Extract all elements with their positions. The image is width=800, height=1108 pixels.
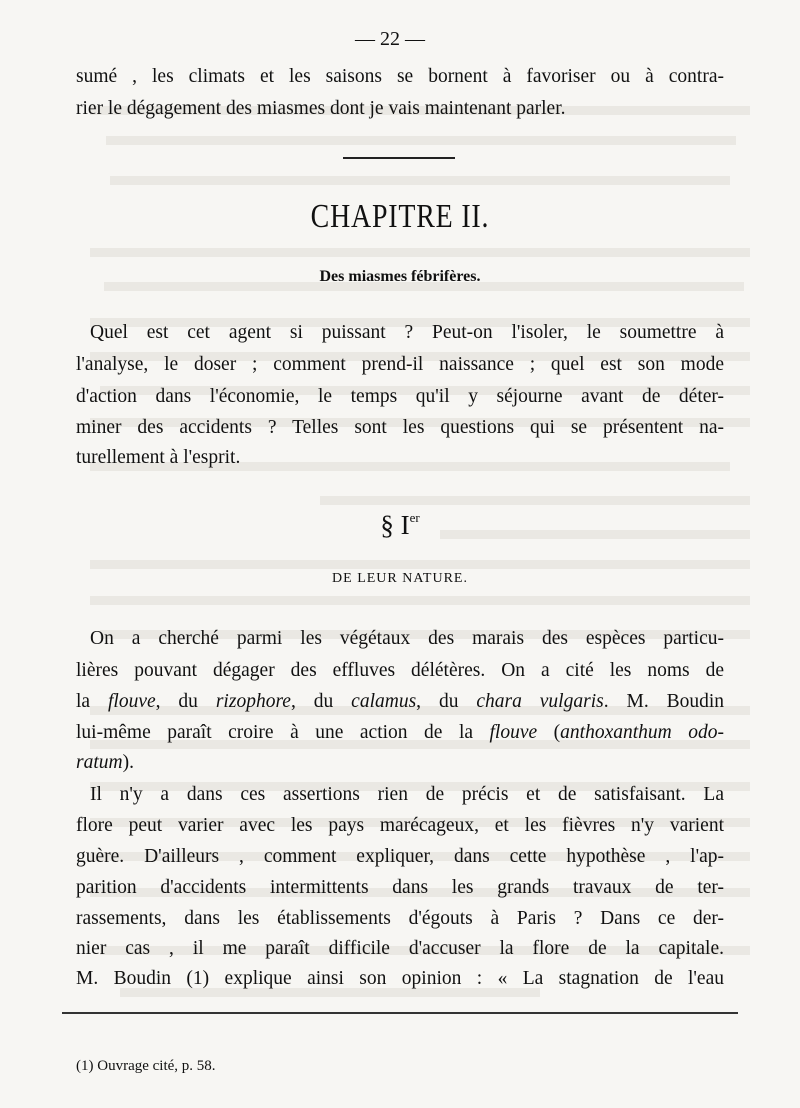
text-run: ).	[122, 752, 134, 773]
italic-term: calamus	[351, 691, 417, 712]
text-line: turellement à l'esprit.	[76, 447, 241, 468]
text-line: Quel est cet agent si puissant ? Peut-on l'isoler, le soumettre à	[90, 322, 724, 343]
text-line: l'analyse, le doser ; comment prend-il naissance ; quel est son mode	[76, 354, 724, 375]
text-run: . M. Boudin	[603, 691, 725, 712]
text-run: , du	[416, 691, 477, 712]
italic-term: rizophore	[215, 691, 291, 712]
text-line: lières pouvant dégager des effluves délétères. On a cité les noms de	[76, 660, 724, 681]
chapter-subtitle: Des miasmes fébrifères.	[319, 268, 481, 285]
text-line: Il n'y a dans ces assertions rien de précis et de satisfaisant. La	[90, 784, 724, 805]
text-line: rassements, dans les établissements d'égouts à Paris ? Dans ce der-	[76, 908, 724, 929]
text-run: , du	[290, 691, 352, 712]
text-run: la	[76, 691, 108, 712]
text-line: M. Boudin (1) explique ainsi son opinion : « La stagnation de l'eau	[76, 968, 724, 989]
italic-term: flouve	[107, 691, 156, 712]
section-heading: DE LEUR NATURE.	[332, 571, 468, 586]
text-line: miner des accidents ? Telles sont les questions qui se présentent na-	[76, 417, 724, 438]
italic-term: chara vulgaris	[476, 691, 604, 712]
footnote: (1) Ouvrage cité, p. 58.	[76, 1058, 216, 1074]
text-line: parition d'accidents intermittents dans les grands travaux de ter-	[76, 877, 724, 898]
italic-term: flouve	[489, 722, 538, 743]
section-superscript: er	[409, 510, 420, 525]
section-mark	[300, 510, 500, 541]
chapter-title: CHAPITRE II.	[310, 198, 490, 235]
text-line	[76, 687, 724, 717]
text-line: flore peut varier avec les pays marécageux, et les fièvres n'y varient	[76, 815, 724, 836]
text-line	[76, 718, 724, 748]
footnote-divider	[62, 1012, 738, 1014]
text-line: sumé , les climats et les saisons se bornent à favoriser ou à contra-	[76, 66, 724, 87]
text-run: (	[537, 722, 561, 743]
section-symbol: § I	[380, 510, 410, 540]
short-divider	[343, 157, 455, 159]
text-line: nier cas , il me paraît difficile d'accuser la flore de la capitale.	[76, 938, 724, 959]
text-line: d'action dans l'économie, le temps qu'il y séjourne avant de déter-	[76, 386, 724, 407]
text-line: guère. D'ailleurs , comment expliquer, dans cette hypothèse , l'ap-	[76, 846, 724, 867]
italic-term: ratum	[76, 752, 123, 773]
page-number: — 22 —	[355, 28, 425, 50]
text-run: , du	[155, 691, 216, 712]
text-line: On a cherché parmi les végétaux des marais des espèces particu-	[90, 628, 724, 649]
italic-term: anthoxanthum odo-	[560, 722, 724, 743]
text-line: rier le dégagement des miasmes dont je vais maintenant parler.	[76, 98, 566, 119]
text-run: lui-même paraît croire à une action de la	[76, 722, 490, 743]
text-line	[76, 748, 724, 778]
